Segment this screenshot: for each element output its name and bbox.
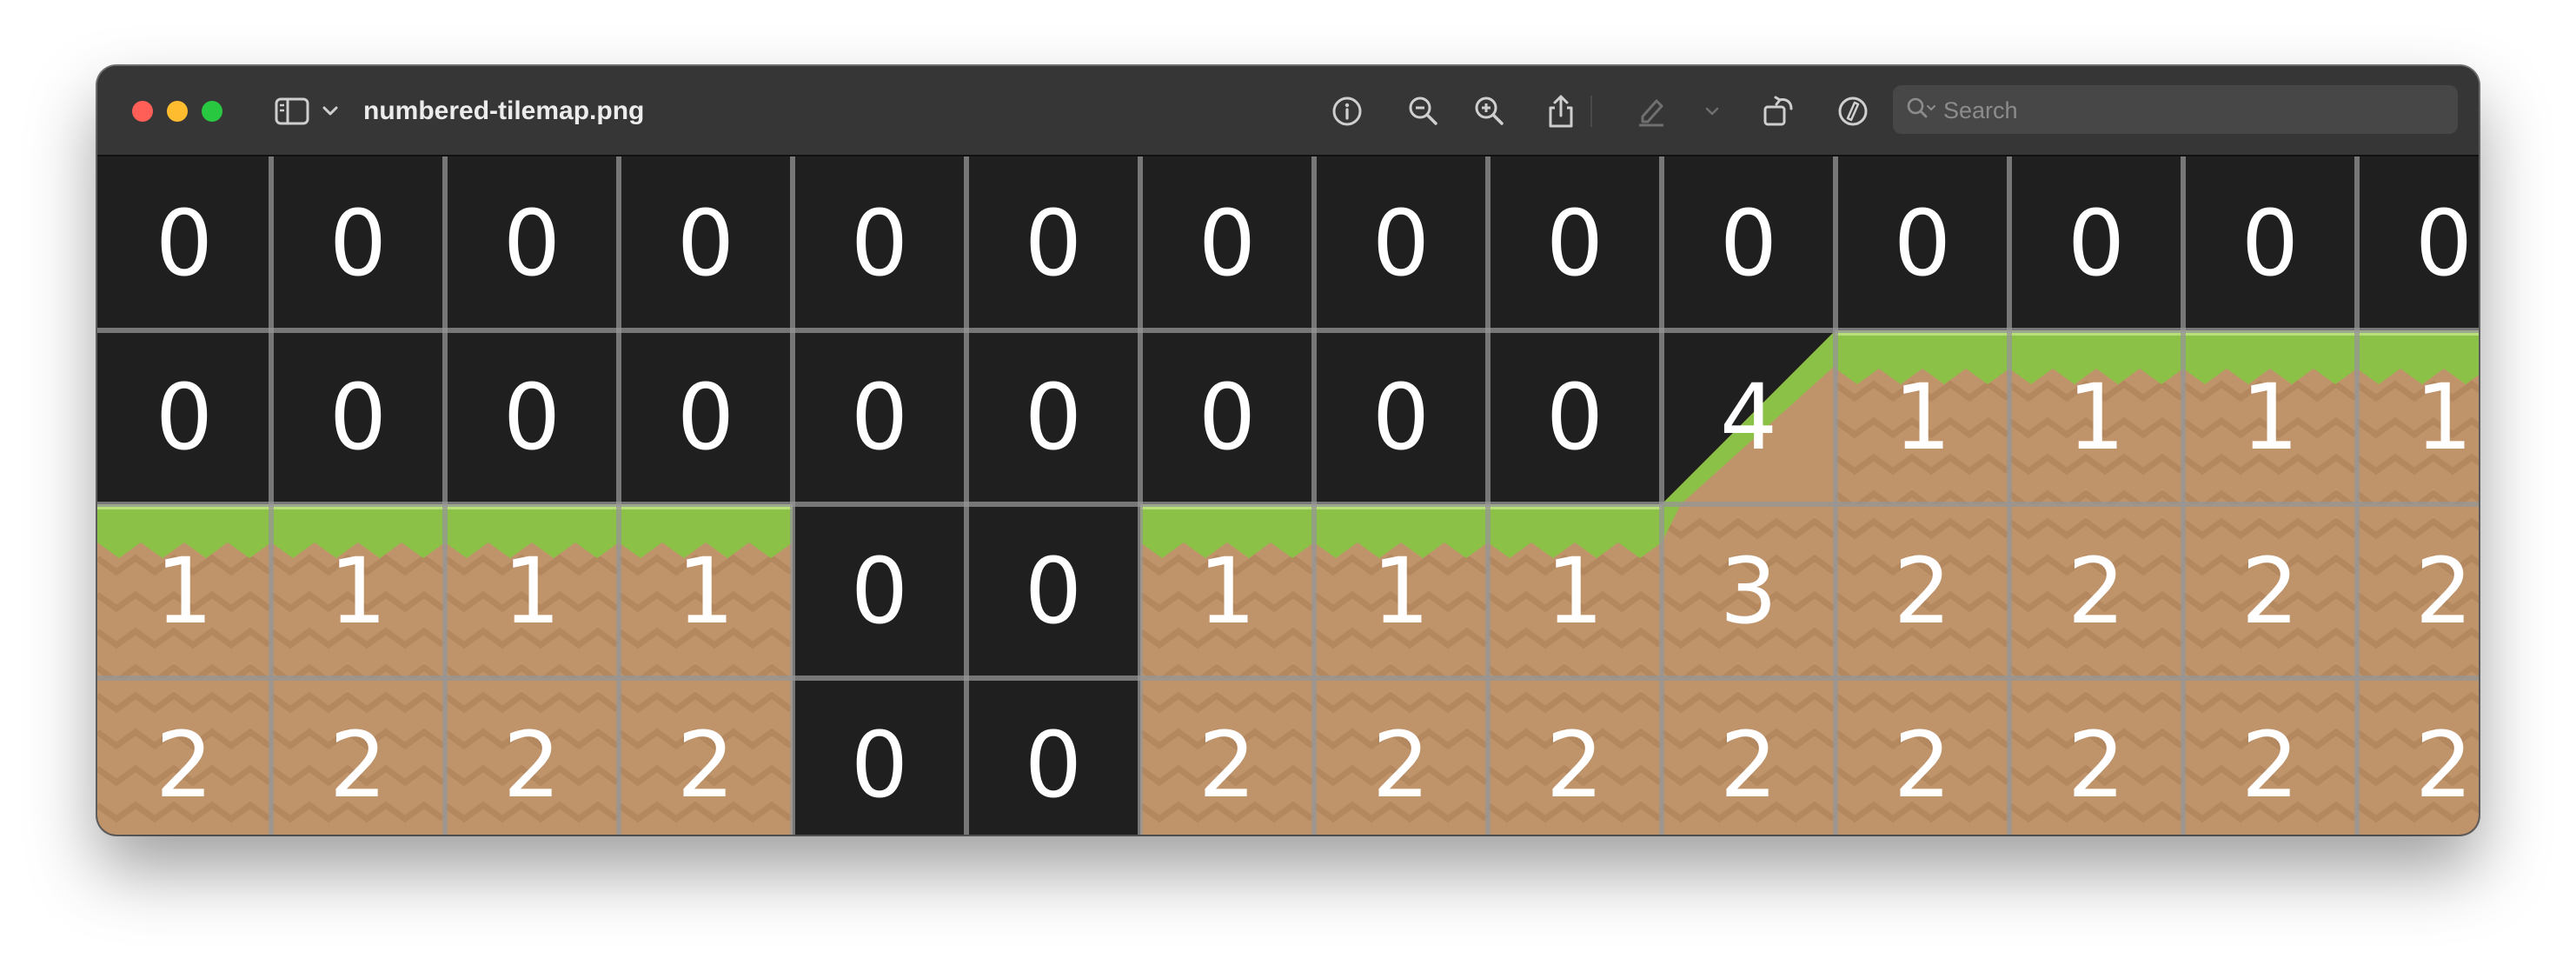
tile-number: 0: [1893, 190, 1952, 296]
tile-number: 0: [329, 364, 388, 470]
tile-number: 1: [502, 538, 561, 644]
tile-number: 0: [1024, 712, 1083, 818]
tile-number: 3: [1719, 538, 1778, 644]
tile-cell: [2183, 156, 2357, 330]
zoom-out-button[interactable]: [1403, 90, 1444, 132]
tile-number: 2: [1371, 712, 1431, 818]
tile-cell: [966, 330, 1140, 504]
grid-line: [2181, 156, 2186, 835]
tile-cell: [966, 678, 1140, 835]
tile-number: 0: [1719, 190, 1778, 296]
tile-cell: [271, 678, 445, 835]
tile-cell: [966, 504, 1140, 678]
tile-cell: [2009, 156, 2183, 330]
grid-line: [2354, 156, 2360, 835]
tile-number: 0: [155, 190, 214, 296]
tile-number: 0: [850, 190, 909, 296]
tile-cell: [445, 504, 619, 678]
info-button[interactable]: [1326, 90, 1368, 132]
tile-number: 0: [1024, 538, 1083, 644]
tile-cell: [1140, 156, 1314, 330]
tile-number: 0: [1545, 364, 1604, 470]
tile-number: 4: [1719, 364, 1778, 470]
tile-cell: [1836, 504, 2009, 678]
tile-cell: [2009, 330, 2183, 504]
window-title: numbered-tilemap.png: [363, 96, 645, 125]
tile-cell: [271, 330, 445, 504]
grid-line: [964, 156, 969, 835]
tile-cell: [1836, 156, 2009, 330]
tile-cell: [1314, 678, 1488, 835]
preview-window: [97, 66, 2479, 835]
tile-number: 2: [155, 712, 214, 818]
tile-number: 1: [155, 538, 214, 644]
tile-cell: [793, 678, 966, 835]
tile-number: 1: [2414, 364, 2473, 470]
grid-line: [2007, 156, 2012, 835]
tile-cell: [271, 156, 445, 330]
tile-number: 0: [850, 538, 909, 644]
chevron-down-icon: [1704, 106, 1720, 116]
tile-number: 1: [2067, 364, 2126, 470]
tile-cell: [1488, 678, 1662, 835]
tile-cell: [2183, 330, 2357, 504]
tile-number: 1: [2241, 364, 2300, 470]
grid-line: [1311, 156, 1317, 835]
tile-cell: [97, 156, 271, 330]
rotate-icon: [1762, 95, 1795, 128]
tilemap-image: [97, 156, 2479, 835]
sidebar-toggle-button[interactable]: [268, 90, 316, 132]
close-window-button[interactable]: [132, 101, 153, 122]
tile-cell: [1140, 330, 1314, 504]
tile-number: 0: [1198, 364, 1257, 470]
tile-number: 0: [676, 190, 735, 296]
tile-cell: [2357, 678, 2479, 835]
tile-number: 0: [1024, 364, 1083, 470]
grid-line: [97, 502, 2479, 507]
grid-line: [1659, 156, 1664, 835]
sidebar-menu-button[interactable]: [316, 90, 344, 132]
share-icon: [1545, 94, 1577, 129]
markup-icon: [1837, 96, 1869, 127]
grid-line: [1138, 156, 1143, 835]
tile-number: 0: [850, 364, 909, 470]
tile-number: 0: [2414, 190, 2473, 296]
tile-cell: [793, 330, 966, 504]
tile-cell: [2183, 678, 2357, 835]
grid-line: [97, 676, 2479, 681]
zoom-window-button[interactable]: [202, 101, 222, 122]
zoom-in-button[interactable]: [1469, 90, 1510, 132]
tile-cell: [2009, 504, 2183, 678]
tile-number: 1: [676, 538, 735, 644]
tile-cell: [1140, 678, 1314, 835]
share-button[interactable]: [1540, 90, 1582, 132]
tile-cell: [2009, 678, 2183, 835]
grid-line: [790, 156, 795, 835]
tile-cell: [445, 330, 619, 504]
tile-cell: [793, 156, 966, 330]
tile-cell: [97, 504, 271, 678]
highlight-menu-button[interactable]: [1700, 90, 1724, 132]
highlight-button[interactable]: [1632, 90, 1670, 132]
tile-number: 2: [502, 712, 561, 818]
tile-number: 1: [1371, 538, 1431, 644]
sidebar-icon: [275, 97, 309, 125]
tile-number: 2: [2241, 538, 2300, 644]
tile-cell: [1662, 156, 1836, 330]
tile-cell: [271, 504, 445, 678]
tile-number: 0: [329, 190, 388, 296]
highlighter-icon: [1636, 96, 1667, 127]
tile-cell: [1314, 330, 1488, 504]
tile-cell: [2357, 156, 2479, 330]
tile-cell: [1488, 504, 1662, 678]
tile-number: 2: [329, 712, 388, 818]
tile-number: 0: [676, 364, 735, 470]
tile-cell: [619, 330, 793, 504]
tile-number: 0: [1371, 364, 1431, 470]
tile-number: 2: [1719, 712, 1778, 818]
tile-cell: [1314, 504, 1488, 678]
tile-cell: [619, 678, 793, 835]
tile-cell: [966, 156, 1140, 330]
tile-number: 0: [502, 190, 561, 296]
tile-number: 2: [2067, 712, 2126, 818]
zoom-out-icon: [1407, 95, 1440, 128]
tile-number: 0: [155, 364, 214, 470]
tile-number: 0: [850, 712, 909, 818]
tile-number: 0: [502, 364, 561, 470]
tile-number: 0: [1545, 190, 1604, 296]
tile-cell: [445, 156, 619, 330]
rotate-button[interactable]: [1757, 90, 1799, 132]
zoom-in-icon: [1473, 95, 1506, 128]
grid-line: [442, 156, 448, 835]
search-field[interactable]: [1893, 85, 2458, 134]
tile-number: 2: [1893, 712, 1952, 818]
tile-cell: [1488, 330, 1662, 504]
tile-number: 0: [2067, 190, 2126, 296]
tile-number: 0: [1198, 190, 1257, 296]
tile-cell: [793, 504, 966, 678]
tile-cell: [1836, 330, 2009, 504]
tile-number: 1: [1198, 538, 1257, 644]
tile-cell: [1836, 678, 2009, 835]
tile-cell: [97, 330, 271, 504]
grid-line: [269, 156, 274, 835]
tile-number: 0: [1371, 190, 1431, 296]
grid-line: [1485, 156, 1490, 835]
grid-line: [1833, 156, 1838, 835]
tile-cell: [619, 156, 793, 330]
tile-number: 1: [1545, 538, 1604, 644]
tile-cell: [1140, 504, 1314, 678]
tile-number: 1: [1893, 364, 1952, 470]
tile-number: 2: [1893, 538, 1952, 644]
tile-number: 0: [2241, 190, 2300, 296]
tile-number: 2: [676, 712, 735, 818]
tile-cell: [2183, 504, 2357, 678]
tile-cell: [619, 504, 793, 678]
tile-number: 1: [329, 538, 388, 644]
tile-cell: [1314, 156, 1488, 330]
title-bar: [97, 66, 2479, 156]
tile-cell: [2357, 504, 2479, 678]
search-icon: [1905, 96, 1936, 123]
tile-cell: [1662, 504, 1836, 678]
tile-number: 2: [1198, 712, 1257, 818]
tile-cell: [445, 678, 619, 835]
tile-cell: [1662, 330, 1836, 504]
minimize-window-button[interactable]: [167, 101, 188, 122]
tile-cell: [97, 678, 271, 835]
grid-line: [616, 156, 621, 835]
tile-number: 0: [1024, 190, 1083, 296]
chevron-down-icon: [322, 105, 339, 117]
tile-cell: [1662, 678, 1836, 835]
toolbar-divider: [1590, 96, 1592, 127]
markup-button[interactable]: [1832, 90, 1874, 132]
tile-cell: [2357, 330, 2479, 504]
grid-line: [97, 328, 2479, 333]
tile-number: 2: [2067, 538, 2126, 644]
tile-number: 2: [2414, 712, 2473, 818]
tile-cell: [1488, 156, 1662, 330]
tile-number: 2: [1545, 712, 1604, 818]
tile-number: 2: [2414, 538, 2473, 644]
tile-number: 2: [2241, 712, 2300, 818]
info-icon: [1331, 96, 1363, 127]
search-input[interactable]: [1942, 85, 2449, 136]
